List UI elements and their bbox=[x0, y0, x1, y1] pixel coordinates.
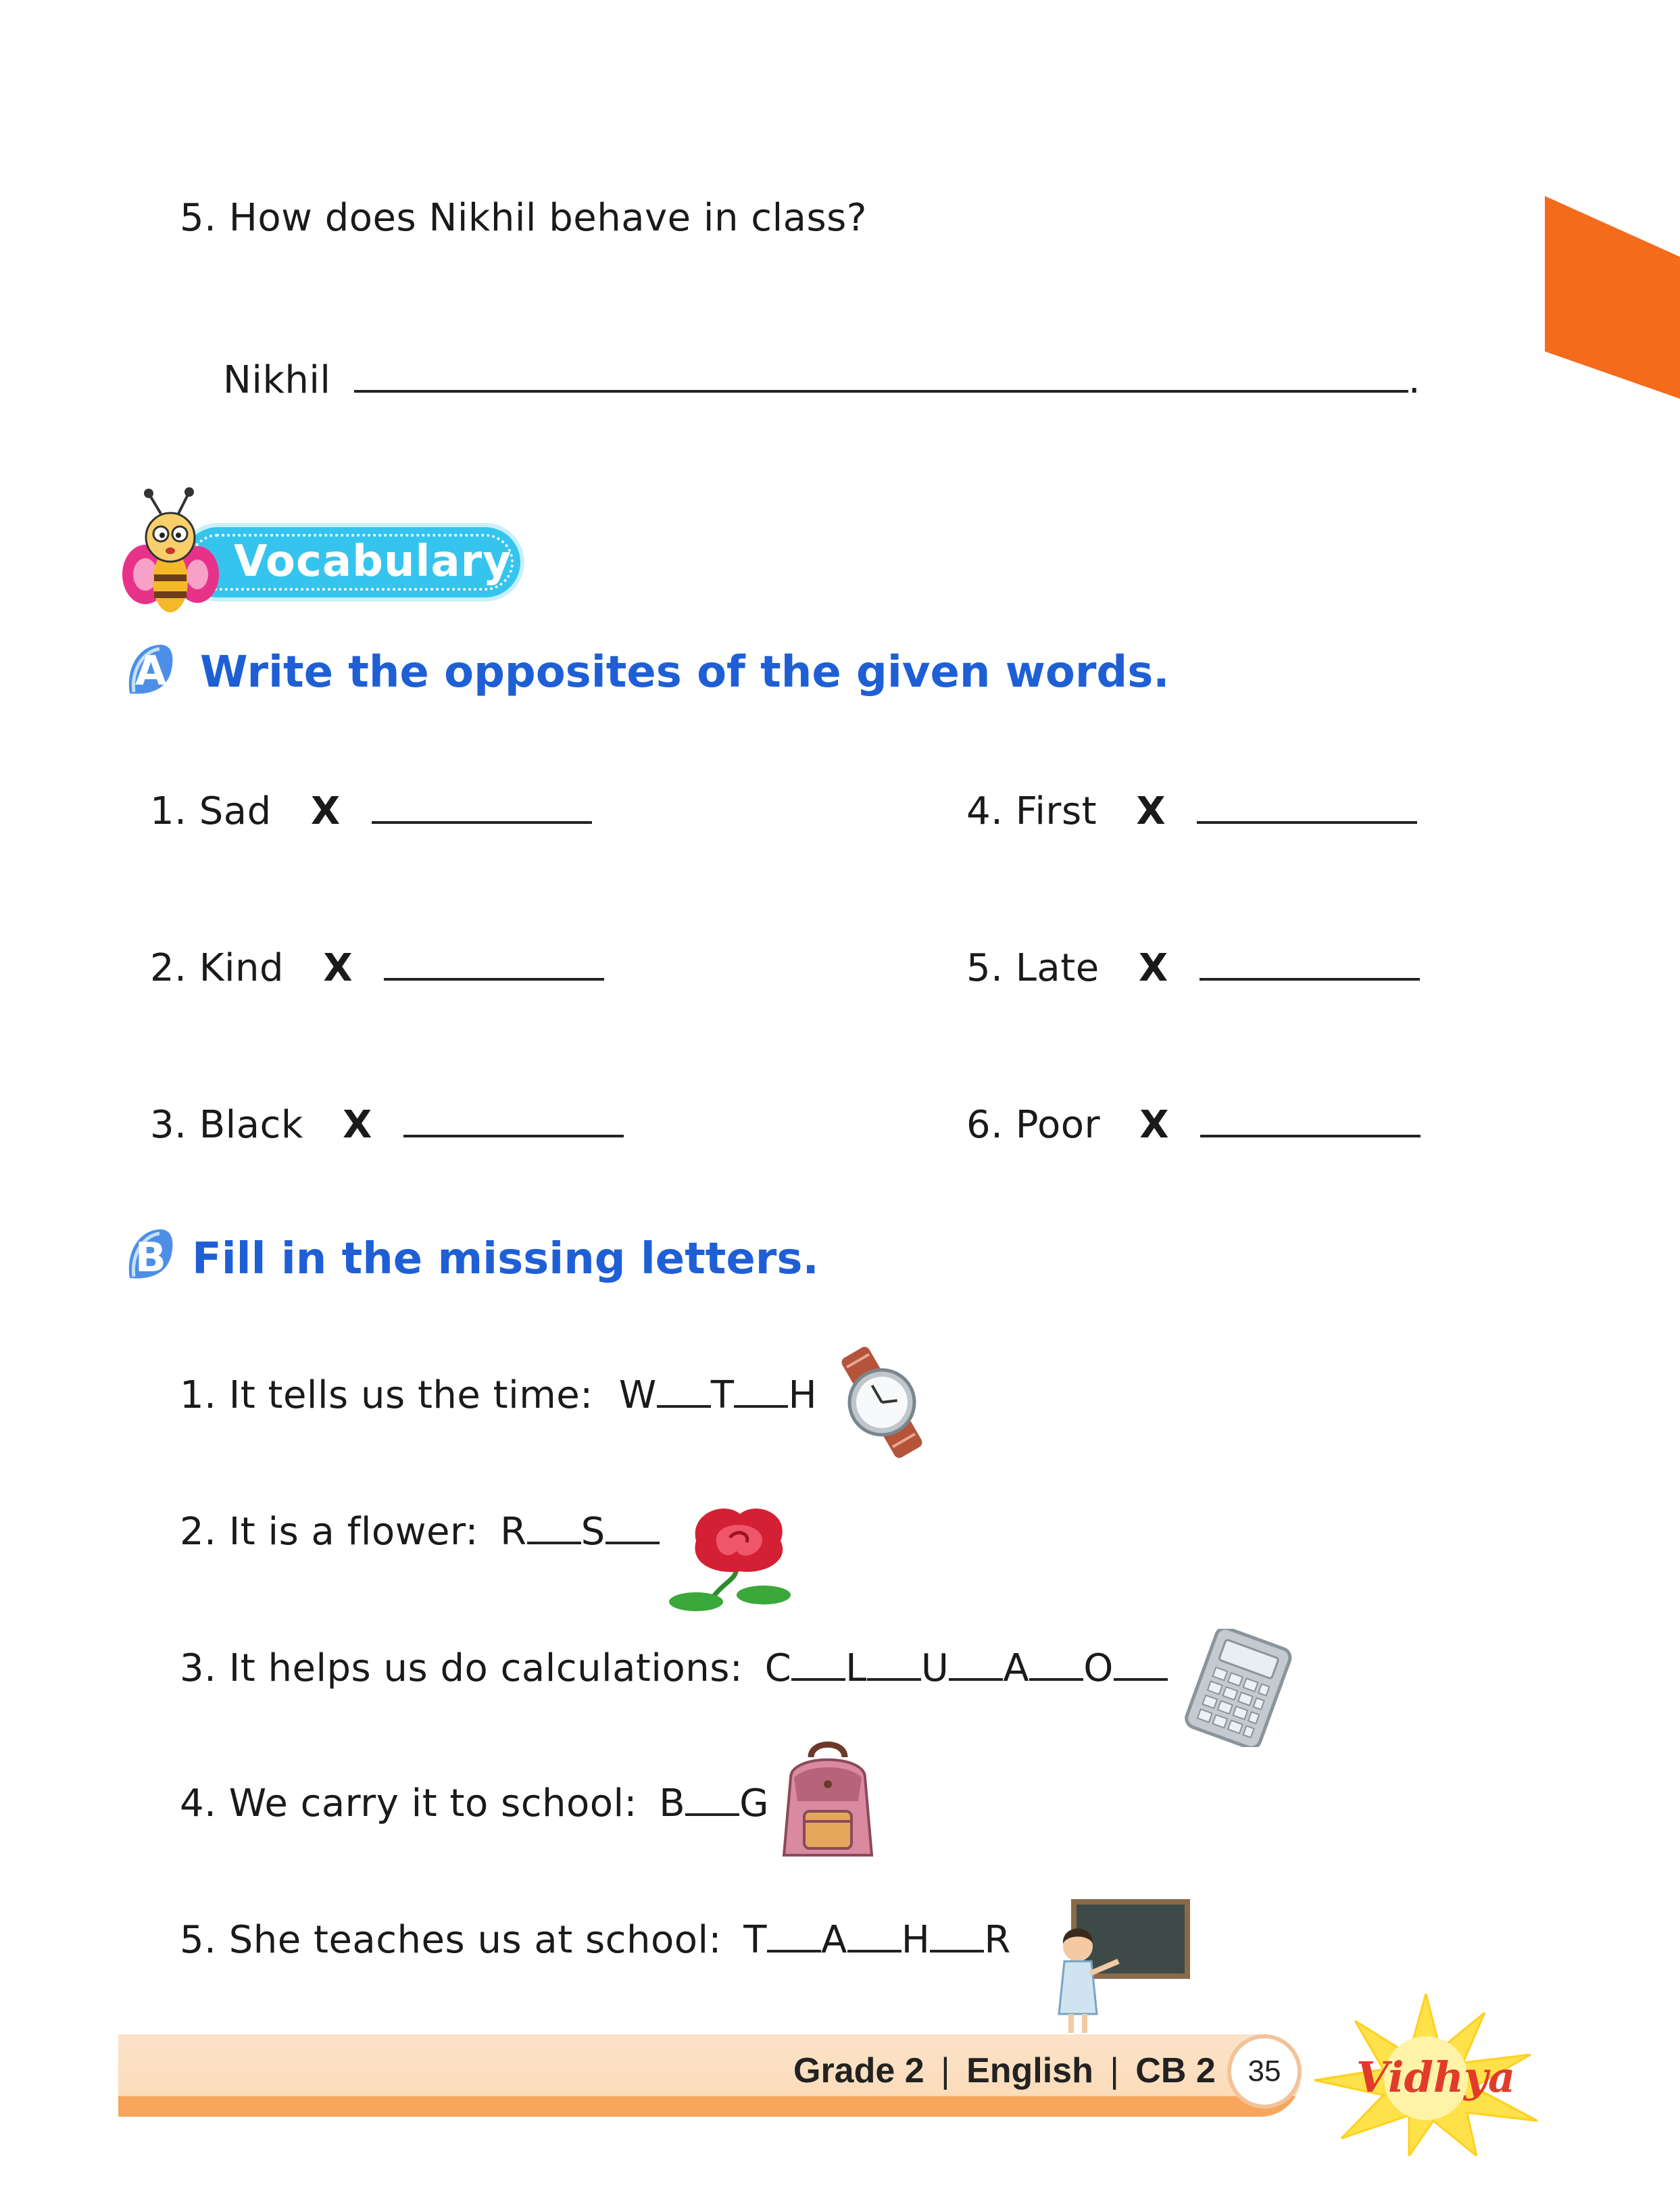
fill-blank[interactable] bbox=[606, 1542, 660, 1544]
fill-letter: C bbox=[764, 1646, 792, 1690]
section-a-title: Write the opposites of the given words. bbox=[200, 647, 1170, 697]
fill-item-3 bbox=[180, 1646, 1168, 1690]
fill-item-5 bbox=[180, 1918, 1011, 1962]
fill-letter: S bbox=[580, 1510, 606, 1554]
opposite-answer-line[interactable] bbox=[372, 821, 592, 824]
fill-letter: R bbox=[500, 1510, 527, 1554]
fill-prompt: 4. We carry it to school: bbox=[180, 1782, 637, 1825]
fill-blank[interactable] bbox=[767, 1950, 821, 1953]
fill-letters bbox=[743, 1918, 1011, 1962]
fill-letter: A bbox=[1003, 1646, 1030, 1690]
wristwatch-icon bbox=[824, 1345, 939, 1460]
answer-suffix: . bbox=[1408, 358, 1421, 402]
fill-letter: H bbox=[901, 1918, 931, 1962]
school-bag-icon bbox=[774, 1737, 882, 1865]
fill-letter: R bbox=[984, 1918, 1011, 1962]
opposite-word: 2. Kind bbox=[150, 946, 285, 990]
opposite-word: 6. Poor bbox=[966, 1103, 1101, 1147]
answer-prefix: Nikhil bbox=[223, 358, 331, 402]
page-number: 35 bbox=[1227, 2034, 1302, 2109]
opposite-answer-line[interactable] bbox=[403, 1135, 624, 1137]
footer-info bbox=[793, 2051, 1216, 2091]
opposite-x-mark: X bbox=[310, 789, 341, 833]
fill-blank[interactable] bbox=[847, 1950, 901, 1953]
fill-letter: O bbox=[1083, 1646, 1114, 1690]
fill-item-1 bbox=[180, 1373, 817, 1417]
footer-grade: Grade 2 bbox=[793, 2051, 924, 2090]
footer-book: CB 2 bbox=[1135, 2051, 1216, 2090]
fill-blank[interactable] bbox=[791, 1678, 845, 1681]
question-5-text: 5. How does Nikhil behave in class? bbox=[180, 196, 868, 240]
opposite-word: 3. Black bbox=[150, 1103, 303, 1147]
fill-letter: U bbox=[920, 1646, 949, 1690]
footer-separator: | bbox=[1110, 2051, 1119, 2090]
fill-blank[interactable] bbox=[685, 1813, 739, 1816]
vocabulary-label: Vocabulary bbox=[234, 537, 512, 587]
opposite-x-mark: X bbox=[1139, 1103, 1170, 1147]
fill-item-4 bbox=[180, 1782, 769, 1825]
fill-letter: H bbox=[788, 1373, 818, 1417]
opposite-x-mark: X bbox=[343, 1103, 372, 1147]
opposite-item-1 bbox=[150, 789, 592, 833]
opposite-item-2 bbox=[150, 946, 604, 990]
fill-blank[interactable] bbox=[527, 1542, 581, 1544]
fill-blank[interactable] bbox=[949, 1678, 1003, 1681]
fill-blank[interactable] bbox=[930, 1950, 984, 1953]
fill-prompt: 2. It is a flower: bbox=[180, 1510, 478, 1554]
fill-prompt: 1. It tells us the time: bbox=[180, 1373, 593, 1417]
fill-letters bbox=[500, 1510, 659, 1554]
fill-item-2 bbox=[180, 1510, 660, 1554]
fill-letters bbox=[659, 1782, 769, 1825]
fill-blank[interactable] bbox=[657, 1405, 711, 1408]
section-b-letter: B bbox=[135, 1234, 166, 1281]
fill-letter: W bbox=[618, 1373, 657, 1417]
opposite-item-3 bbox=[150, 1103, 624, 1147]
opposite-item-5 bbox=[966, 946, 1420, 990]
answer-line[interactable] bbox=[354, 390, 1408, 393]
fill-blank[interactable] bbox=[734, 1405, 788, 1408]
footer-subject: English bbox=[966, 2051, 1093, 2090]
question-5-answer-row bbox=[223, 358, 1420, 402]
opposite-word: 4. First bbox=[966, 789, 1097, 833]
calculator-icon bbox=[1179, 1629, 1298, 1747]
fill-letters bbox=[619, 1373, 817, 1417]
butterfly-mascot-icon bbox=[122, 487, 223, 622]
rose-icon bbox=[662, 1500, 811, 1615]
opposite-x-mark: X bbox=[323, 946, 353, 990]
fill-letters bbox=[765, 1646, 1168, 1690]
vidhya-logo bbox=[1308, 1994, 1544, 2156]
fill-letter: T bbox=[743, 1918, 767, 1962]
fill-letter: T bbox=[710, 1373, 735, 1417]
teacher-icon bbox=[1044, 1899, 1193, 2034]
fill-letter: A bbox=[820, 1918, 847, 1962]
section-a-letter: A bbox=[135, 647, 167, 695]
opposite-x-mark: X bbox=[1138, 946, 1168, 990]
fill-letter: B bbox=[659, 1782, 686, 1825]
fill-letter: G bbox=[739, 1782, 770, 1825]
vidhya-logo-text: Vidhya bbox=[1356, 2053, 1516, 2102]
opposite-answer-line[interactable] bbox=[1200, 1135, 1420, 1137]
opposite-answer-line[interactable] bbox=[1197, 821, 1417, 824]
fill-blank[interactable] bbox=[1029, 1678, 1083, 1681]
fill-letter: L bbox=[845, 1646, 867, 1690]
section-b-title: Fill in the missing letters. bbox=[192, 1234, 819, 1284]
corner-tab-decoration bbox=[1545, 196, 1680, 399]
opposite-x-mark: X bbox=[1136, 789, 1166, 833]
fill-blank[interactable] bbox=[1114, 1678, 1168, 1681]
opposite-word: 1. Sad bbox=[150, 789, 272, 833]
fill-prompt: 3. It helps us do calculations: bbox=[180, 1646, 743, 1690]
opposite-answer-line[interactable] bbox=[1200, 978, 1420, 981]
fill-blank[interactable] bbox=[867, 1678, 921, 1681]
vocabulary-banner bbox=[182, 527, 520, 597]
opposite-word: 5. Late bbox=[966, 946, 1100, 990]
opposite-item-6 bbox=[966, 1103, 1420, 1147]
opposite-item-4 bbox=[966, 789, 1417, 833]
fill-prompt: 5. She teaches us at school: bbox=[180, 1918, 722, 1962]
opposite-answer-line[interactable] bbox=[384, 978, 604, 981]
footer-separator: | bbox=[941, 2051, 950, 2090]
